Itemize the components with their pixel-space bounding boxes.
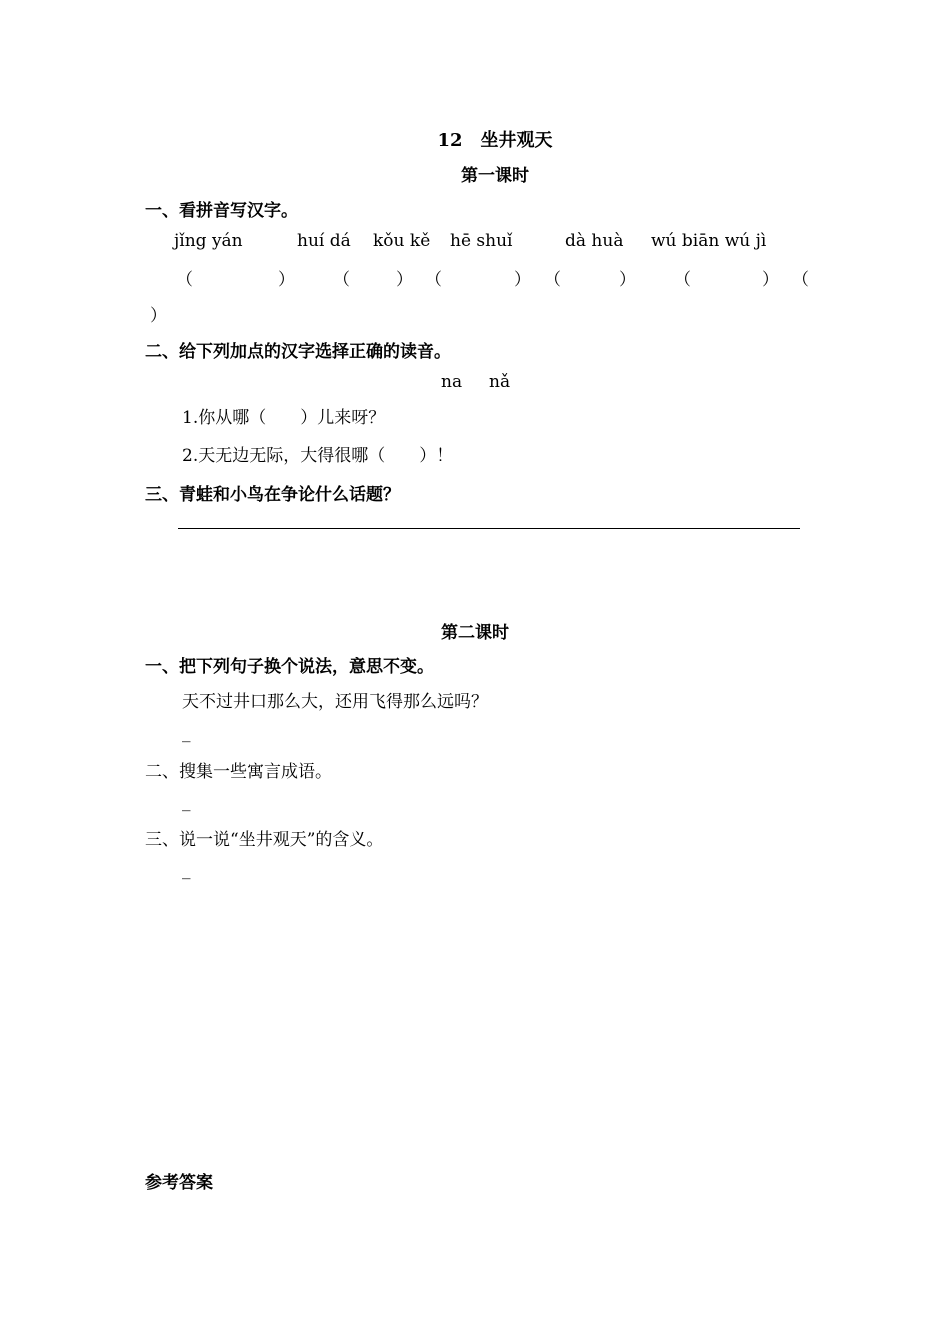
l1-q2-item-2: 2.天无边无际，大得很哪（ ）！ <box>182 446 454 466</box>
l1-q1-title: 一、看拼音写汉字。 <box>145 201 298 221</box>
reading-option-1: na <box>441 372 463 392</box>
l2-q2-blank[interactable]: _ <box>182 792 191 812</box>
blank-2-close: ） <box>396 270 413 290</box>
l1-q2-item-1: 1.你从哪（ ）儿来呀？ <box>182 408 386 428</box>
blank-1-open[interactable]: （ <box>176 270 193 290</box>
blank-4-close: ） <box>619 270 636 290</box>
l2-q1-sentence: 天不过井口那么大，还用飞得那么远吗？ <box>182 692 488 712</box>
pinyin-3: kǒu kě <box>373 231 431 251</box>
blank-2-open[interactable]: （ <box>333 270 350 290</box>
pinyin-6: wú biān wú jì <box>651 231 767 251</box>
reading-option-2: nǎ <box>489 372 511 392</box>
pinyin-2: huí dá <box>297 231 351 251</box>
answers-heading: 参考答案 <box>145 1173 213 1193</box>
blank-1-close: ） <box>278 270 295 290</box>
blank-6-open[interactable]: （ <box>792 270 809 290</box>
blank-5-close: ） <box>762 270 779 290</box>
blank-4-open[interactable]: （ <box>544 270 561 290</box>
answer-line[interactable] <box>178 528 800 529</box>
l1-q2-title: 二、给下列加点的汉字选择正确的读音。 <box>145 342 451 362</box>
page-title: 12 坐井观天 <box>437 130 553 151</box>
blank-3-open[interactable]: （ <box>425 270 442 290</box>
pinyin-1: jǐng yán <box>174 231 243 251</box>
l2-q2-title: 二、搜集一些寓言成语。 <box>145 762 332 782</box>
blank-5-open[interactable]: （ <box>674 270 691 290</box>
l1-q3-title: 三、青蛙和小鸟在争论什么话题？ <box>145 485 400 505</box>
pinyin-4: hē shuǐ <box>450 231 513 251</box>
l2-q3-blank[interactable]: _ <box>182 860 191 880</box>
pinyin-5: dà huà <box>565 231 624 251</box>
l2-q1-title: 一、把下列句子换个说法，意思不变。 <box>145 657 434 677</box>
blank-3-close: ） <box>514 270 531 290</box>
lesson1-heading: 第一课时 <box>461 166 529 186</box>
lesson2-heading: 第二课时 <box>441 623 509 643</box>
l2-q3-title: 三、说一说“坐井观天”的含义。 <box>145 830 384 850</box>
blank-6-close: ） <box>150 306 167 326</box>
l2-q1-blank[interactable]: _ <box>182 723 191 743</box>
